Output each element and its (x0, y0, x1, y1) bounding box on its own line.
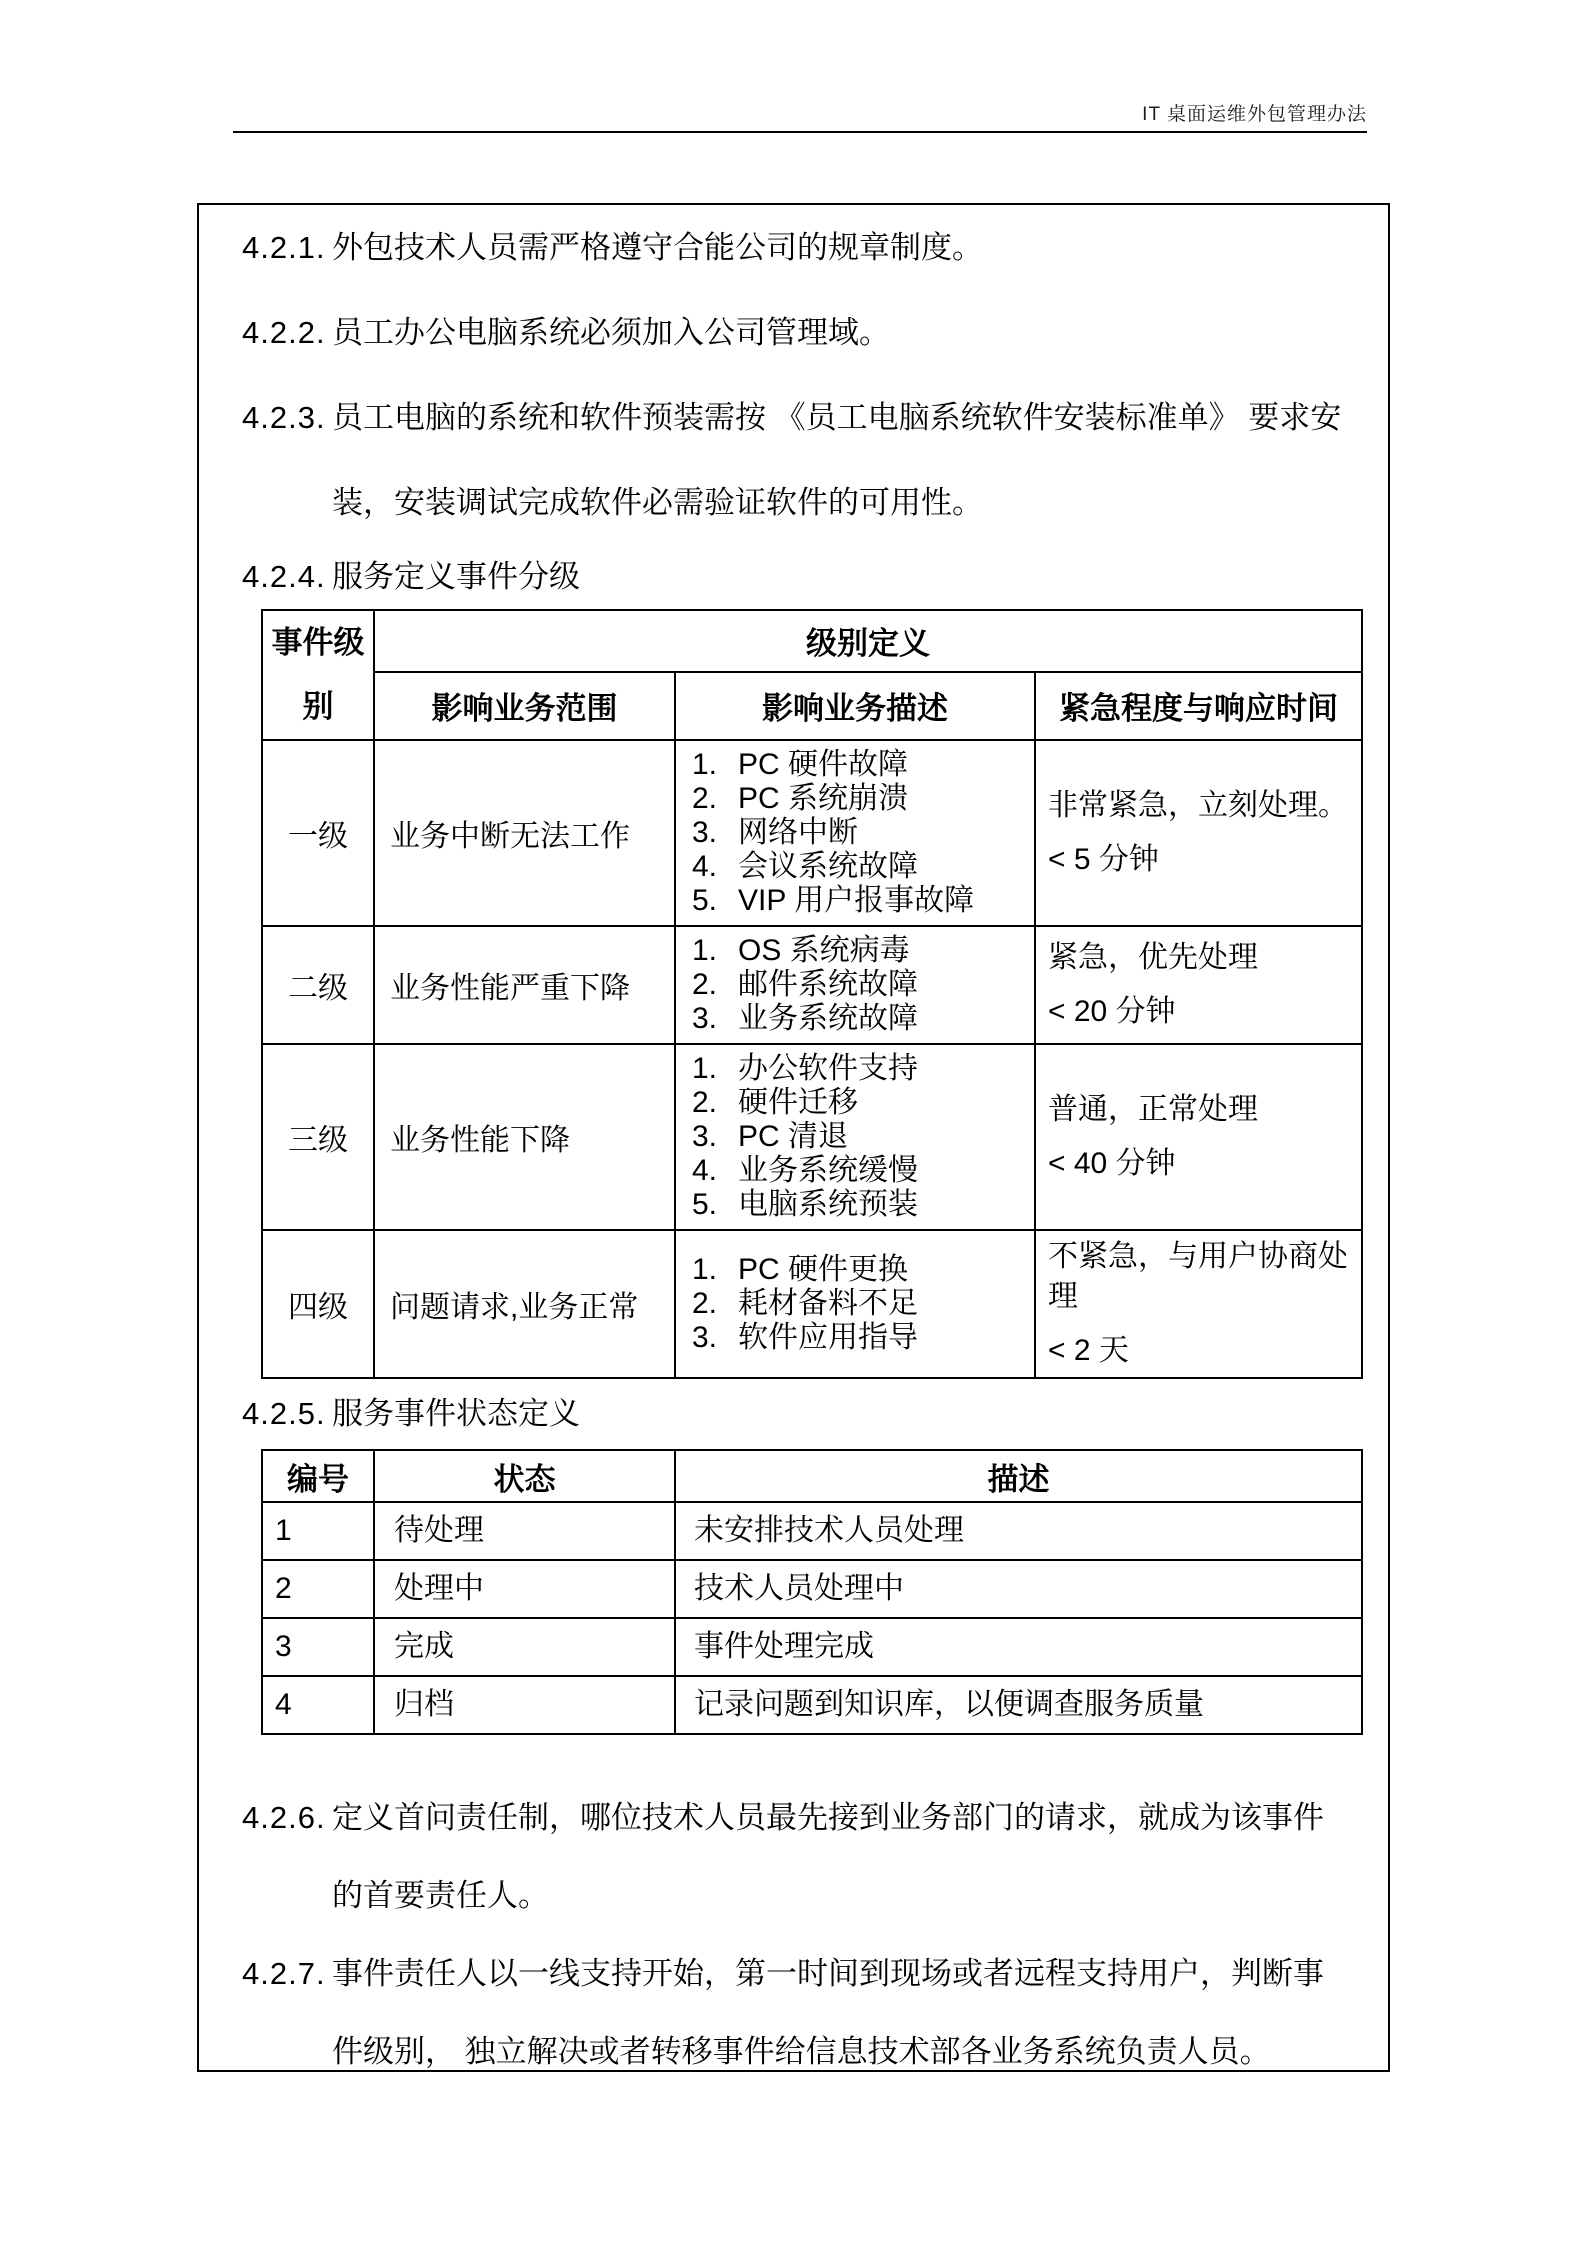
list-item: 1. PC 硬件故障 (692, 748, 909, 781)
event-level-cell: 一级 (262, 740, 374, 926)
list-item: 2. 耗材备料不足 (692, 1287, 918, 1320)
impact-scope-cell: 业务性能严重下降 (374, 926, 675, 1044)
clause-number: 4.2.2. (242, 315, 326, 350)
urgency-cell (1035, 1044, 1362, 1230)
col-header-impact-scope: 影响业务范围 (374, 672, 675, 740)
response-time: < 40 分钟 (1048, 1147, 1176, 1180)
clause-number: 4.2.7. (242, 1956, 326, 1991)
list-item: 4. 业务系统缓慢 (692, 1154, 918, 1187)
status-desc-cell: 未安排技术人员处理 (675, 1502, 1362, 1560)
clause-4-2-4 (242, 545, 1343, 609)
list-item: 4. 会议系统故障 (692, 850, 918, 883)
list-item: 3. 软件应用指导 (692, 1321, 918, 1354)
response-time: < 2 天 (1048, 1334, 1129, 1367)
clause-4-2-5 (242, 1379, 1343, 1449)
status-desc-cell: 技术人员处理中 (675, 1560, 1362, 1618)
table-row-status-1 (262, 1502, 1362, 1560)
list-item: 5. 电脑系统预装 (692, 1188, 918, 1221)
status-header-row (262, 1450, 1362, 1502)
clause-number: 4.2.6. (242, 1800, 326, 1835)
status-desc-cell: 记录问题到知识库，以便调查服务质量 (675, 1676, 1362, 1734)
status-id-cell: 2 (262, 1560, 374, 1618)
urgency-cell (1035, 740, 1362, 926)
clause-number: 4.2.5. (242, 1396, 326, 1431)
urgency-text: 不紧急，与用户协商处理 (1048, 1240, 1348, 1313)
severity-table (261, 609, 1363, 1379)
clause-number: 4.2.3. (242, 400, 326, 435)
clause-text: 服务定义事件分级 (332, 559, 580, 594)
list-item: 2. 硬件迁移 (692, 1086, 858, 1119)
clause-text: 服务事件状态定义 (332, 1396, 580, 1431)
list-item: 2. PC 系统崩溃 (692, 782, 909, 815)
list-item: 1. OS 系统病毒 (692, 934, 910, 967)
event-level-cell: 二级 (262, 926, 374, 1044)
clause-4-2-6 (242, 1779, 1343, 1935)
event-level-cell: 四级 (262, 1230, 374, 1378)
list-item: 2. 邮件系统故障 (692, 968, 918, 1001)
status-name-cell: 待处理 (374, 1502, 675, 1560)
col-header-status: 状态 (374, 1450, 675, 1502)
status-id-cell: 3 (262, 1618, 374, 1676)
list-item: 3. PC 清退 (692, 1120, 849, 1153)
impact-desc-cell (675, 1230, 1035, 1378)
urgency-text: 普通，正常处理 (1048, 1093, 1258, 1126)
impact-desc-cell (675, 1044, 1035, 1230)
response-time: < 5 分钟 (1048, 843, 1159, 876)
clause-4-2-3 (242, 375, 1343, 545)
clause-number: 4.2.4. (242, 559, 326, 594)
status-desc-cell: 事件处理完成 (675, 1618, 1362, 1676)
clause-4-2-2 (242, 290, 1343, 375)
col-header-level-definition: 级别定义 (374, 610, 1362, 672)
impact-scope-cell: 问题请求,业务正常 (374, 1230, 675, 1378)
severity-header-row-1 (262, 610, 1362, 672)
table-row-level-3 (262, 1044, 1362, 1230)
status-name-cell: 归档 (374, 1676, 675, 1734)
col-header-id: 编号 (262, 1450, 374, 1502)
clause-4-2-7 (242, 1935, 1343, 2072)
impact-desc-cell (675, 926, 1035, 1044)
severity-header-row-2 (262, 672, 1362, 740)
col-header-urgency: 紧急程度与响应时间 (1035, 672, 1362, 740)
table-row-status-3 (262, 1618, 1362, 1676)
col-header-desc: 描述 (675, 1450, 1362, 1502)
table-row-level-4 (262, 1230, 1362, 1378)
list-item: 3. 业务系统故障 (692, 1002, 918, 1035)
status-table (261, 1449, 1363, 1735)
status-id-cell: 1 (262, 1502, 374, 1560)
list-item: 5. VIP 用户报事故障 (692, 884, 975, 917)
list-item: 3. 网络中断 (692, 816, 858, 849)
clause-text: 员工电脑的系统和软件预装需按 《员工电脑系统软件安装标准单》 要求安装，安装调试完成软件必需验证软件的可用性。 (332, 400, 1342, 520)
clause-4-2-1 (242, 205, 1343, 290)
col-header-impact-desc: 影响业务描述 (675, 672, 1035, 740)
status-id-cell: 4 (262, 1676, 374, 1734)
table-row-status-4 (262, 1676, 1362, 1734)
urgency-cell (1035, 1230, 1362, 1378)
header-title: IT 桌面运维外包管理办法 (1142, 104, 1367, 125)
content-box (197, 203, 1390, 2072)
impact-desc-cell (675, 740, 1035, 926)
status-name-cell: 处理中 (374, 1560, 675, 1618)
doc-header (233, 98, 1367, 133)
event-level-cell: 三级 (262, 1044, 374, 1230)
urgency-cell (1035, 926, 1362, 1044)
impact-scope-cell: 业务中断无法工作 (374, 740, 675, 926)
impact-scope-cell: 业务性能下降 (374, 1044, 675, 1230)
table-row-level-1 (262, 740, 1362, 926)
clause-number: 4.2.1. (242, 230, 326, 265)
clause-text: 事件责任人以一线支持开始，第一时间到现场或者远程支持用户，判断事件级别， 独立解决或者转移事件给信息技术部各业务系统负责人员。 (332, 1956, 1324, 2069)
table-row-status-2 (262, 1560, 1362, 1618)
col-header-event-level: 事件级别 (262, 610, 374, 740)
urgency-text: 非常紧急，立刻处理。 (1048, 789, 1348, 822)
response-time: < 20 分钟 (1048, 995, 1176, 1028)
clause-text: 员工办公电脑系统必须加入公司管理域。 (332, 315, 890, 350)
status-name-cell: 完成 (374, 1618, 675, 1676)
clause-text: 外包技术人员需严格遵守合能公司的规章制度。 (332, 230, 983, 265)
urgency-text: 紧急，优先处理 (1048, 941, 1258, 974)
table-row-level-2 (262, 926, 1362, 1044)
clause-text: 定义首问责任制，哪位技术人员最先接到业务部门的请求，就成为该事件的首要责任人。 (332, 1800, 1324, 1913)
list-item: 1. PC 硬件更换 (692, 1253, 909, 1286)
list-item: 1. 办公软件支持 (692, 1052, 918, 1085)
